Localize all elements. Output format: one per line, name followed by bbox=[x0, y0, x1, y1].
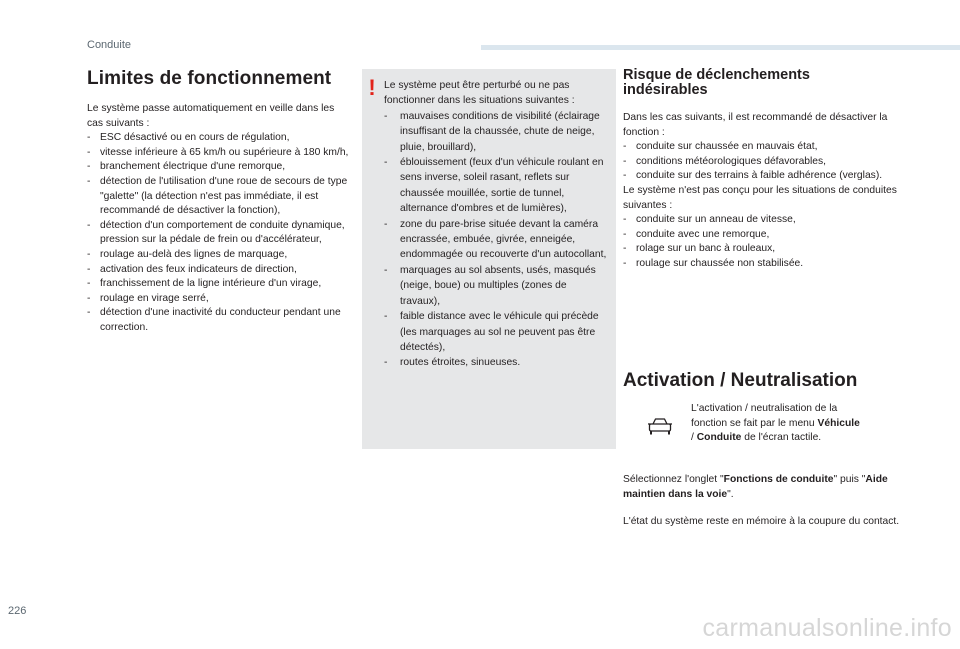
exclamation-icon: ! bbox=[368, 75, 376, 100]
limites-list bbox=[87, 131, 349, 335]
list-item: - activation des feux indicateurs de direction, bbox=[87, 263, 297, 275]
limites-section bbox=[87, 68, 349, 336]
list-item: - éblouissement (feux d'un véhicule roulant en sens inverse, soleil rasant, reflets sur chaussée mouillée, sortie de tunnel, alternance d'ombres et de lumières), bbox=[384, 157, 604, 215]
list-item: - ESC désactivé ou en cours de régulation, bbox=[87, 132, 290, 144]
header-bar bbox=[481, 45, 960, 50]
list-item: - branchement électrique d'une remorque, bbox=[87, 161, 286, 173]
list-item: - détection d'un comportement de conduite dynamique, pression sur la pédale de frein ou d'accélérateur, bbox=[87, 219, 345, 246]
car-icon bbox=[646, 415, 674, 439]
list-item: - faible distance avec le véhicule qui précède (les marquages au sol ne peuvent pas être détectés), bbox=[384, 311, 599, 353]
list-item: - zone du pare-brise située devant la caméra encrassée, embuée, givrée, enneigée, endommagée ou recouverte d'un autocollant, bbox=[384, 218, 607, 261]
list-item: - conduite sur des terrains à faible adhérence (verglas). bbox=[623, 170, 883, 182]
risque-intro-2: Le système n'est pas conçu pour les situations de conduites suivantes : bbox=[623, 184, 897, 211]
limites-title: Limites de fonctionnement bbox=[87, 68, 332, 89]
list-item: - détection de l'utilisation d'une roue de secours de type "galette" (la détection n'est pas immédiate, il est recommandé de désactiver la fonction), bbox=[87, 175, 348, 217]
list-item: - vitesse inférieure à 65 km/h ou supérieure à 180 km/h, bbox=[87, 146, 349, 158]
activation-description: L'activation / neutralisation de la fonction se fait par le menu Véhicule / Conduite de l'écran tactile. bbox=[691, 403, 860, 444]
warning-intro: Le système peut être perturbé ou ne pas fonctionner dans les situations suivantes : bbox=[384, 80, 575, 107]
list-item: - routes étroites, sinueuses. bbox=[384, 357, 521, 369]
list-item: - conduite sur un anneau de vitesse, bbox=[623, 214, 796, 226]
list-item: - roulage en virage serré, bbox=[87, 292, 209, 304]
list-item: - conditions météorologiques défavorables, bbox=[623, 155, 827, 167]
section-label: Conduite bbox=[87, 39, 132, 51]
list-item: - franchissement de la ligne intérieure d'un virage, bbox=[87, 278, 322, 290]
warning-box bbox=[362, 69, 616, 449]
risque-title: Risque de déclenchements indésirables bbox=[623, 67, 810, 98]
warning-text bbox=[384, 78, 609, 371]
list-item: - conduite sur chaussée en mauvais état, bbox=[623, 141, 818, 153]
list-item: - détection d'une inactivité du conducteur pendant une correction. bbox=[87, 307, 341, 333]
list-item: - roulage sur chaussée non stabilisée. bbox=[623, 257, 804, 269]
activation-title: Activation / Neutralisation bbox=[623, 370, 858, 391]
activation-memory-note: L'état du système reste en mémoire à la coupure du contact. bbox=[623, 516, 900, 527]
page-number: 226 bbox=[8, 605, 27, 617]
risque-intro: Dans les cas suivants, il est recommandé de désactiver la fonction : bbox=[623, 112, 888, 138]
list-item: - roulage au-delà des lignes de marquage, bbox=[87, 248, 288, 260]
risque-section bbox=[623, 68, 898, 272]
list-item: - conduite avec une remorque, bbox=[623, 228, 770, 240]
activation-instruction: Sélectionnez l'onglet "Fonctions de conduite" puis "Aide maintien dans la voie". bbox=[623, 474, 888, 500]
watermark: carmanualsonline.info bbox=[702, 614, 952, 642]
list-item: - rolage sur un banc à rouleaux, bbox=[623, 243, 776, 255]
list-item: - mauvaises conditions de visibilité (éclairage insuffisant de la chaussée, chute de neige, pluie, brouillard), bbox=[384, 110, 600, 153]
limites-intro: Le système passe automatiquement en veille dans les cas suivants : bbox=[87, 103, 335, 129]
list-item: - marquages au sol absents, usés, masqués (neige, boue) ou multiples (zones de travaux), bbox=[384, 264, 596, 307]
